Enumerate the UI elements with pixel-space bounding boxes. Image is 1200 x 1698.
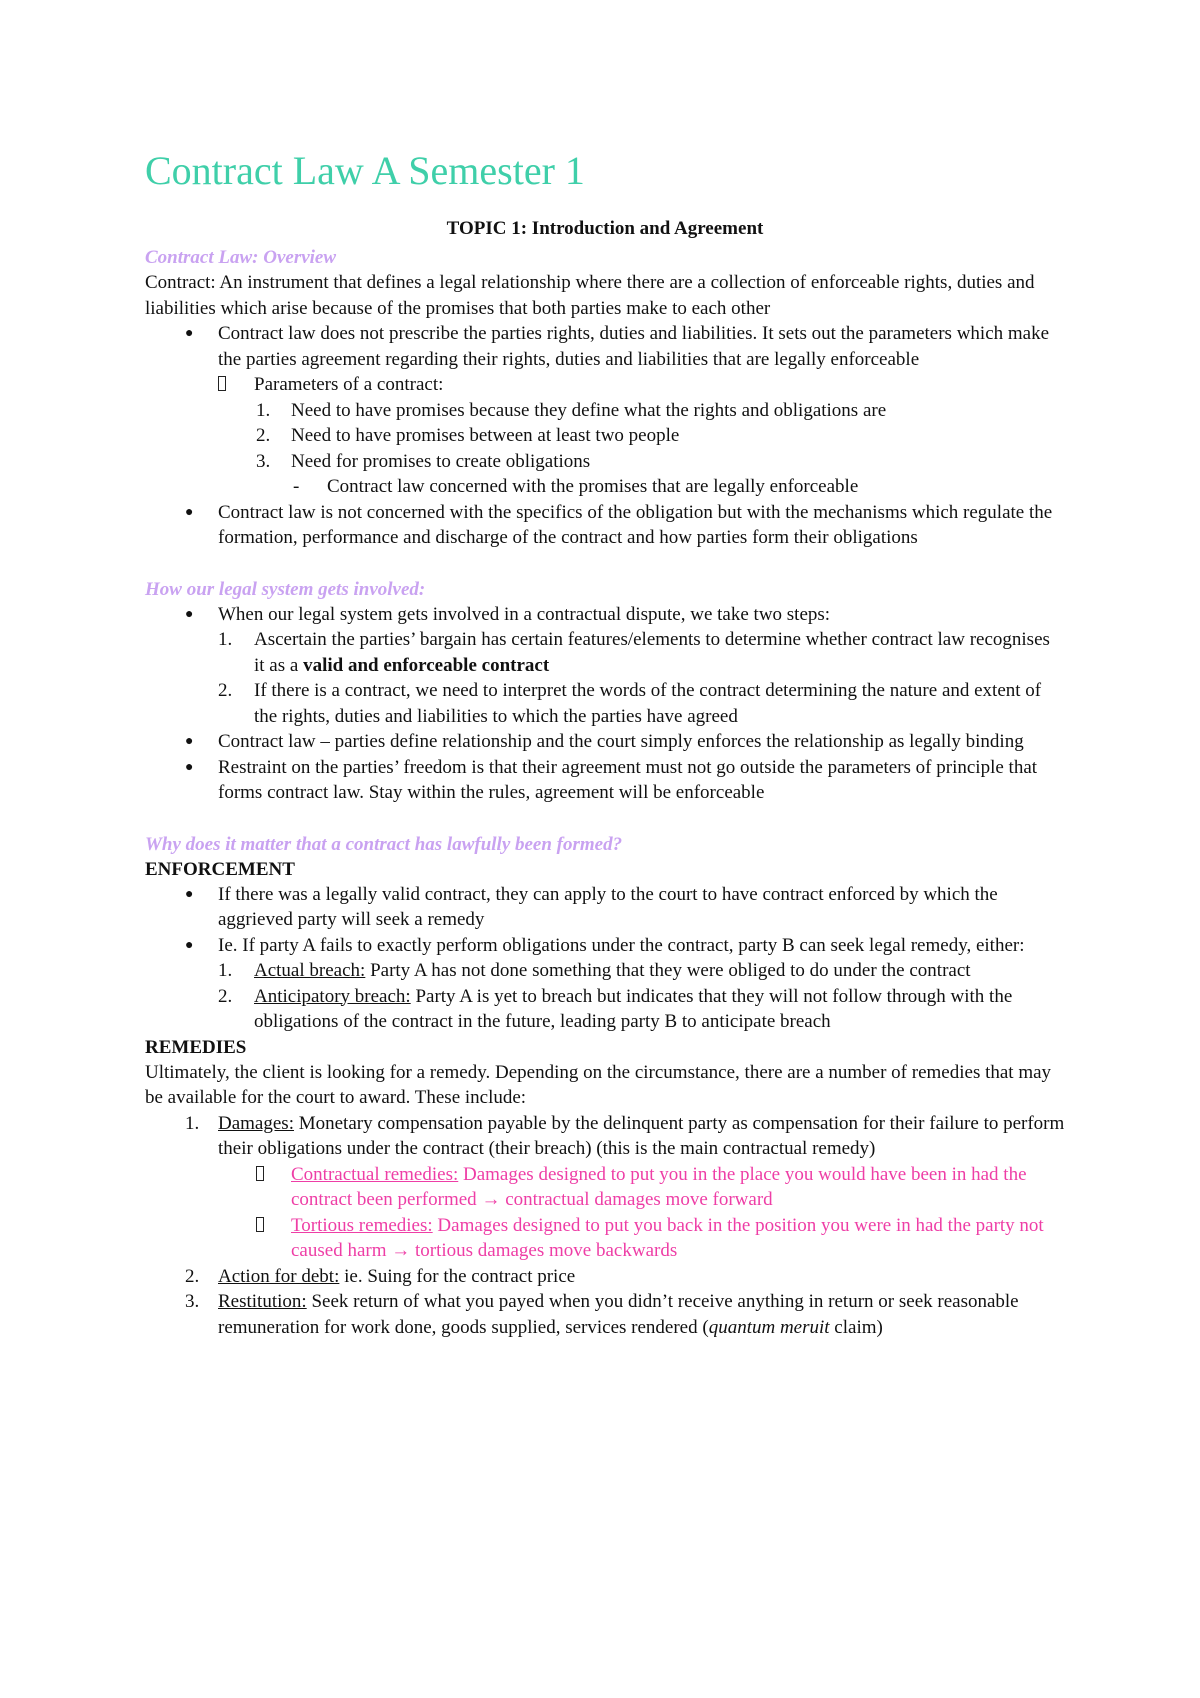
contract-definition: Contract: An instrument that defines a legal relationship where there are a collection of enforceable rights, duties and liabilities which arise because of the promises that both parties make to each other <box>145 272 1035 319</box>
document-title: Contract Law A Semester 1 <box>145 148 585 193</box>
arrow-right-icon: → <box>481 1189 501 1210</box>
enforcement-heading: ENFORCEMENT <box>145 858 295 880</box>
section-heading-legal-system: How our legal system gets involved: <box>145 578 426 600</box>
remedies-intro: Ultimately, the client is looking for a remedy. Depending on the circumstance, there are a number of remedies that may be available for the court to award. These include: <box>145 1061 1052 1108</box>
document-page <box>145 150 1065 1340</box>
overview-list <box>145 321 1065 551</box>
list-item: ● When our legal system gets involved in a contractual dispute, we take two steps: <box>145 602 1065 628</box>
bullet-icon: ● <box>185 606 194 622</box>
list-item: 2. Anticipatory breach: Party A is yet to breach but indicates that they will not follow through with the obligations of the contract in the future, leading party B to anticipate breach <box>218 985 1013 1032</box>
list-item: ● Contract law does not prescribe the parties rights, duties and liabilities. It sets out the parameters which make the parties agreement regarding their rights, duties and liabilities that are legally enforceable <box>185 323 1050 370</box>
section-heading-why-matter: Why does it matter that a contract has lawfully been formed? <box>145 833 623 855</box>
list-item: ● Contract law is not concerned with the specifics of the obligation but with the mechanisms which regulate the formation, performance and discharge of the contract and how parties form their obligations <box>185 501 1053 548</box>
bullet-icon: ● <box>185 326 194 341</box>
topic-heading: TOPIC 1: Introduction and Agreement <box>446 218 764 239</box>
remedies-list <box>145 1111 1065 1341</box>
section-heading-overview: Contract Law: Overview <box>145 247 337 268</box>
list-item: 3. Need for promises to create obligations <box>256 450 591 472</box>
list-item: ● Contract law – parties define relationship and the court simply enforces the relationship as legally binding <box>145 729 1065 755</box>
list-item: 1. Need to have promises because they define what the rights and obligations are <box>256 399 887 421</box>
legal-system-list <box>145 602 1065 806</box>
list-item: 1. Damages: Monetary compensation payable by the delinquent party as compensation for their failure to perform their obligations under the contract (their breach) (this is the main contractual remedy) <box>185 1112 1065 1159</box>
bullet-icon: ● <box>185 504 194 520</box>
checkbox-icon <box>218 372 226 398</box>
bullet-icon: ● <box>185 759 194 775</box>
bullet-icon: ● <box>185 734 194 749</box>
list-item: 2. Need to have promises between at least two people <box>256 425 680 446</box>
bullet-icon: ● <box>185 886 194 902</box>
arrow-right-icon: → <box>391 1240 411 1261</box>
list-item: Tortious remedies: Damages designed to put you back in the position you were in had the party not caused harm → tortious damages move backwards <box>145 1213 1065 1264</box>
dash-icon: - <box>293 476 300 497</box>
list-item: ● If there was a legally valid contract, they can apply to the court to have contract enforced by which the aggrieved party will seek a remedy <box>185 883 998 930</box>
list-item: Contractual remedies: Damages designed to put you in the place you would have been in had the contract been performed → contractual damages move forward <box>145 1162 1065 1213</box>
checkbox-icon <box>256 1213 264 1239</box>
list-item: 2. Action for debt: ie. Suing for the contract price <box>185 1265 576 1287</box>
list-item: 1. Ascertain the parties’ bargain has certain features/elements to determine whether contract law recognises it as a valid and enforceable contract <box>218 629 1050 676</box>
list-item: Parameters of a contract: <box>145 372 1065 398</box>
list-item: 2. If there is a contract, we need to interpret the words of the contract determining the nature and extent of the rights, duties and liabilities to which the parties have agreed <box>218 680 1042 727</box>
list-item: ● Restraint on the parties’ freedom is that their agreement must not go outside the parameters of principle that forms contract law. Stay within the rules, agreement will be enforceable <box>185 756 1038 803</box>
list-item: 3. Restitution: Seek return of what you payed when you didn’t receive anything in return or seek reasonable remuneration for work done, goods supplied, services rendered (quantum meruit claim) <box>185 1291 1019 1338</box>
checkbox-icon <box>256 1162 264 1188</box>
remedies-heading: REMEDIES <box>145 1036 247 1058</box>
enforcement-list <box>145 882 1065 1035</box>
list-item: 1. Actual breach: Party A has not done something that they were obliged to do under the contract <box>218 960 971 981</box>
list-item: ● Ie. If party A fails to exactly perform obligations under the contract, party B can seek legal remedy, either: <box>145 933 1065 959</box>
list-item: - Contract law concerned with the promises that are legally enforceable <box>145 474 1065 500</box>
bullet-icon: ● <box>185 937 194 953</box>
